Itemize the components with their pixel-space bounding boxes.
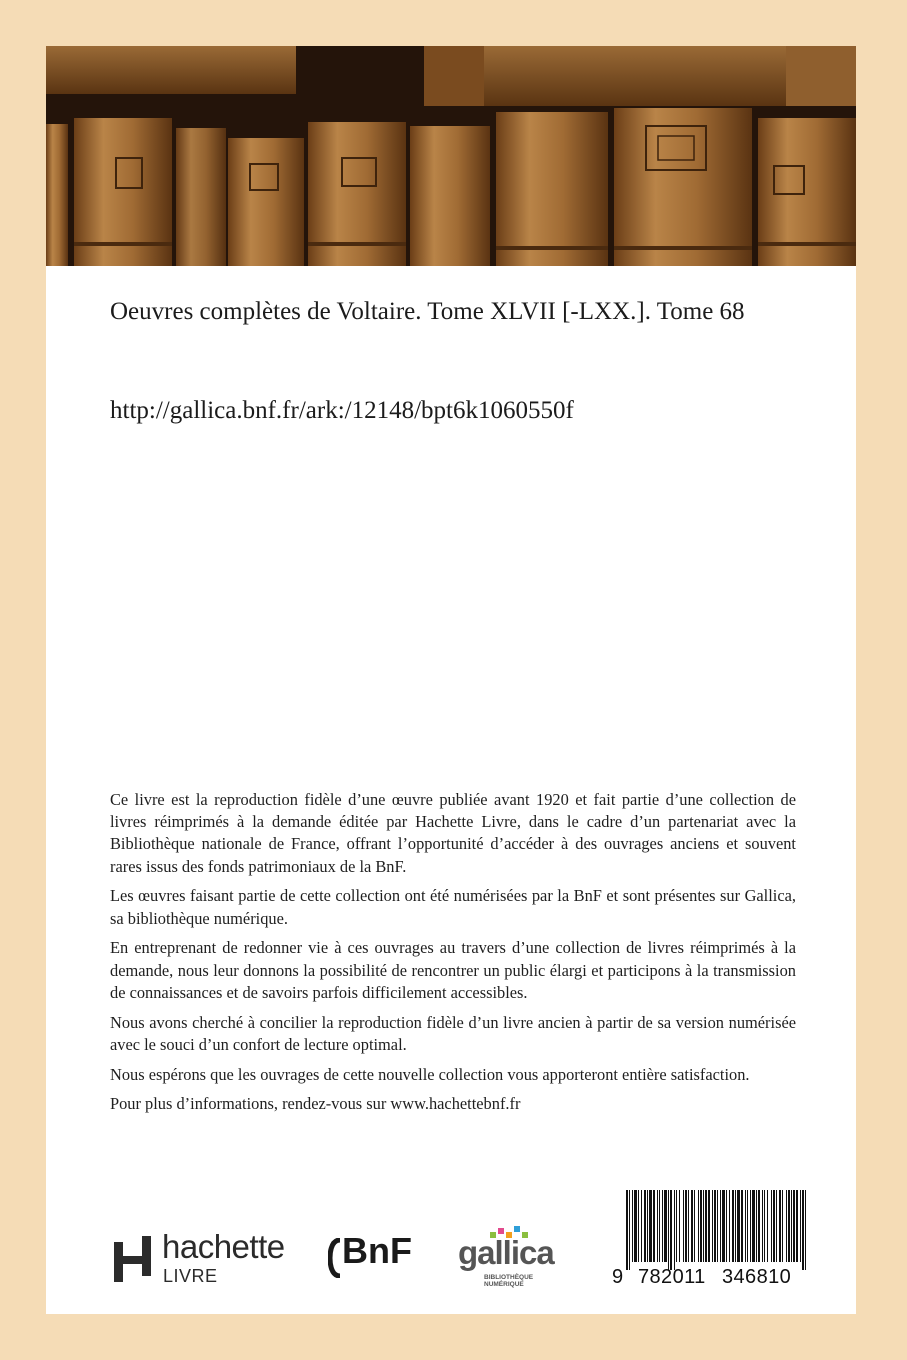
barcode-bars — [612, 1190, 812, 1270]
isbn-barcode — [612, 1190, 812, 1300]
barcode-bar — [747, 1190, 748, 1262]
gallica-url[interactable]: http://gallica.bnf.fr/ark:/12148/bpt6k1060550f — [110, 397, 574, 424]
barcode-bar — [708, 1190, 710, 1262]
barcode-bar — [745, 1190, 746, 1262]
barcode-bar — [800, 1190, 801, 1262]
barcode-bar — [737, 1190, 740, 1262]
gallica-subtitle-line: NUMÉRIQUE — [484, 1281, 524, 1288]
old-books-illustration — [46, 46, 856, 266]
barcode-bar — [788, 1190, 790, 1262]
barcode-bar — [649, 1190, 652, 1262]
paragraph: Pour plus d’informations, rendez-vous sur www.hachettebnf.fr — [110, 1094, 521, 1114]
barcode-bar — [700, 1190, 702, 1262]
barcode-bar — [786, 1190, 787, 1262]
barcode-bar — [694, 1190, 695, 1262]
barcode-bar — [767, 1190, 768, 1262]
barcode-bar — [726, 1190, 727, 1262]
barcode-bar — [729, 1190, 730, 1262]
barcode-bar — [762, 1190, 763, 1262]
paragraph: Nous avons cherché à concilier la reproduction fidèle d’un livre ancien à partir de sa version numérisée avec le souci d’un confort de lecture optimal. — [110, 1012, 796, 1054]
barcode-bar — [802, 1190, 804, 1270]
barcode-bar — [688, 1190, 689, 1262]
livre-wordmark: LIVRE — [163, 1266, 218, 1286]
barcode-lead-digit: 9 — [612, 1266, 624, 1288]
gallica-wordmark: gallica — [458, 1234, 554, 1271]
barcode-bar — [756, 1190, 757, 1262]
barcode-bar — [793, 1190, 795, 1262]
barcode-bar — [776, 1190, 777, 1262]
barcode-bar — [662, 1190, 663, 1262]
bnf-wordmark: BnF — [342, 1230, 412, 1271]
barcode-group-2: 346810 — [722, 1266, 792, 1288]
barcode-bar — [629, 1190, 630, 1270]
barcode-bar — [668, 1190, 669, 1270]
barcode-bar — [782, 1190, 783, 1262]
barcode-bar — [644, 1190, 646, 1262]
barcode-bar — [712, 1190, 713, 1262]
hachette-h-icon — [112, 1236, 156, 1284]
barcode-bar — [722, 1190, 725, 1262]
gallica-subtitle — [484, 1274, 574, 1288]
barcode-bar — [657, 1190, 658, 1262]
barcode-bar — [779, 1190, 781, 1262]
barcode-bar — [641, 1190, 642, 1262]
barcode-bar — [664, 1190, 667, 1262]
bnf-bracket-icon — [328, 1238, 342, 1278]
barcode-bar — [685, 1190, 687, 1262]
barcode-bar — [670, 1190, 672, 1270]
old-books-photo — [46, 46, 856, 266]
barcode-bar — [758, 1190, 760, 1262]
barcode-bar — [714, 1190, 716, 1262]
barcode-bar — [735, 1190, 736, 1262]
book-title: Oeuvres complètes de Voltaire. Tome XLVII [-LXX.]. Tome 68 — [110, 298, 745, 325]
barcode-bar — [741, 1190, 743, 1262]
barcode-bar — [720, 1190, 721, 1262]
paragraph: En entreprenant de redonner vie à ces ouvrages au travers d’une collection de livres réimprimés à la demande, nous leur donnons la possibilité de rencontrer un public élargi et participons à la transmission de connaissances et de savoirs parfois difficilement accessibles. — [110, 938, 796, 1002]
barcode-bar — [676, 1190, 677, 1262]
barcode-bar — [791, 1190, 792, 1262]
barcode-bar — [805, 1190, 806, 1270]
barcode-bar — [679, 1190, 680, 1262]
paragraph: Nous espérons que les ouvrages de cette nouvelle collection vous apporteront entière satisfaction. — [110, 1064, 750, 1084]
barcode-bar — [750, 1190, 751, 1262]
description-text — [110, 789, 796, 1123]
barcode-bar — [632, 1190, 633, 1262]
barcode-bar — [634, 1190, 637, 1262]
barcode-bar — [717, 1190, 718, 1262]
barcode-bar — [752, 1190, 755, 1262]
book-back-cover — [46, 46, 856, 1314]
barcode-bar — [732, 1190, 734, 1262]
logo-bar — [46, 1206, 856, 1306]
barcode-bar — [659, 1190, 660, 1262]
barcode-bar — [703, 1190, 704, 1262]
paragraph: Les œuvres faisant partie de cette collection ont été numérisées par la BnF et sont présentes sur Gallica, sa bibliothèque numérique. — [110, 886, 796, 928]
barcode-bar — [683, 1190, 684, 1262]
barcode-group-1: 782011 — [638, 1266, 706, 1288]
barcode-bar — [691, 1190, 693, 1262]
barcode-bar — [626, 1190, 628, 1270]
barcode-bar — [705, 1190, 707, 1262]
paragraph: Ce livre est la reproduction fidèle d’une œuvre publiée avant 1920 et fait partie d’une collection de livres réimprimés à la demande éditée par Hachette Livre, dans le cadre d’un partenariat avec la Bibliothèque nationale de France, offrant l’opportunité d’accéder à des ouvrages anciens et souvent rares issus des fonds patrimoniaux de la BnF. — [110, 790, 796, 876]
hachette-wordmark: hachette — [162, 1228, 285, 1265]
barcode-bar — [764, 1190, 765, 1262]
barcode-bar — [771, 1190, 772, 1262]
hachette-livre-logo — [112, 1228, 302, 1296]
barcode-bar — [698, 1190, 699, 1262]
barcode-bar — [638, 1190, 639, 1262]
gallica-subtitle-line: BIBLIOTHÈQUE — [484, 1274, 534, 1281]
barcode-bar — [674, 1190, 675, 1270]
barcode-bar — [773, 1190, 775, 1262]
barcode-bar — [796, 1190, 798, 1262]
barcode-bar — [647, 1190, 648, 1262]
barcode-bar — [653, 1190, 655, 1262]
gallica-logo — [458, 1228, 568, 1288]
